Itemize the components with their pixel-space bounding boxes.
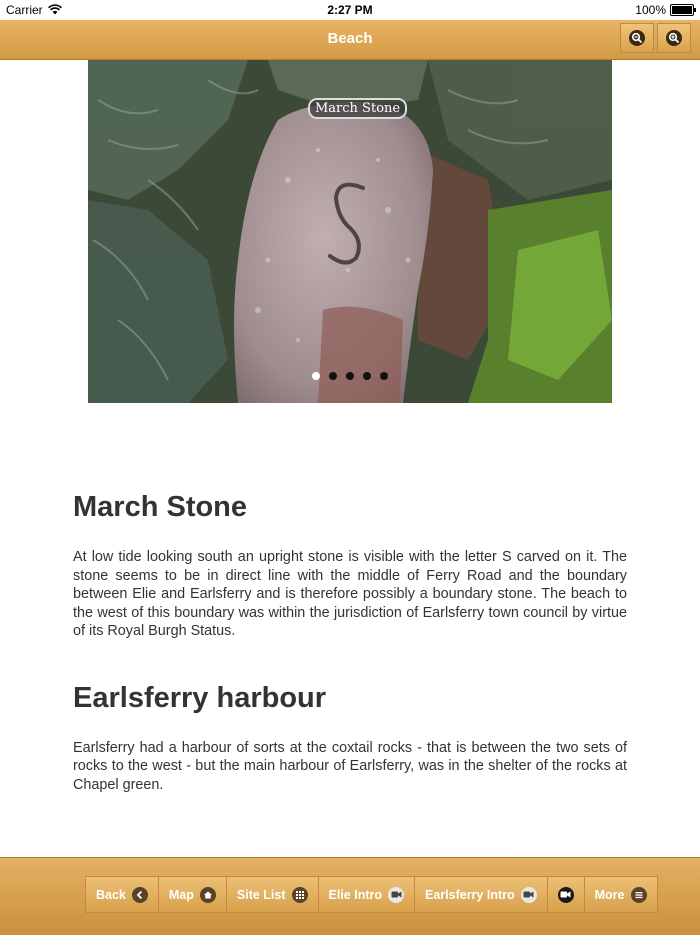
battery-percent: 100% xyxy=(635,3,666,17)
elie-intro-button[interactable] xyxy=(319,876,415,913)
chevron-left-icon xyxy=(132,887,148,903)
menu-icon xyxy=(631,887,647,903)
page-dot[interactable] xyxy=(329,372,337,380)
back-button[interactable] xyxy=(85,876,159,913)
battery-fill xyxy=(672,6,692,14)
page-dot[interactable] xyxy=(380,372,388,380)
section-body-earlsferry-harbour: Earlsferry had a harbour of sorts at the coxtail rocks - that is between the two sets of rocks to the west - but the main harbour of Earlsferry, was in the shelter of the rocks at Chapel green. xyxy=(73,739,627,793)
page-title: Beach xyxy=(327,30,373,47)
elie-intro-label: Elie Intro xyxy=(328,887,382,902)
page-indicator[interactable] xyxy=(312,372,388,380)
photo-gallery[interactable] xyxy=(88,60,612,403)
video-button[interactable] xyxy=(548,876,585,913)
clock: 2:27 PM xyxy=(327,3,373,17)
section-heading-march-stone: March Stone xyxy=(73,491,248,523)
zoom-in-icon xyxy=(666,30,682,46)
video-camera-icon xyxy=(521,887,537,903)
map-button[interactable] xyxy=(159,876,227,913)
zoom-out-button[interactable] xyxy=(620,23,654,53)
page-dot[interactable] xyxy=(312,372,320,380)
grid-icon xyxy=(292,887,308,903)
zoom-out-icon xyxy=(629,30,645,46)
home-icon xyxy=(200,887,216,903)
bottom-toolbar xyxy=(0,857,700,935)
earlsferry-intro-button[interactable] xyxy=(415,876,548,913)
status-bar xyxy=(0,0,700,20)
video-camera-icon xyxy=(388,887,404,903)
site-list-label: Site List xyxy=(236,887,286,902)
carrier-label: Carrier xyxy=(6,3,43,17)
zoom-in-button[interactable] xyxy=(657,23,691,53)
map-label: Map xyxy=(168,887,194,902)
video-camera-icon xyxy=(558,887,574,903)
back-label: Back xyxy=(96,887,126,902)
page-dot[interactable] xyxy=(346,372,354,380)
more-label: More xyxy=(594,887,625,902)
site-list-button[interactable] xyxy=(227,876,319,913)
more-button[interactable] xyxy=(585,876,658,913)
content-area[interactable] xyxy=(73,470,627,793)
page-dot[interactable] xyxy=(363,372,371,380)
photo-caption: March Stone xyxy=(308,98,407,119)
earlsferry-intro-label: Earlsferry Intro xyxy=(425,887,515,902)
battery-icon xyxy=(670,4,694,16)
navigation-bar xyxy=(0,20,700,60)
section-body-march-stone: At low tide looking south an upright stone is visible with the letter S carved on it. The stone seems to be in direct line with the middle of Ferry Road and the boundary between Elie and Earlsferry and is therefore possibly a boundary stone. The beach to the west of this boundary was within the jurisdiction of Earlsferry town council by virtue of its Royal Burgh Status. xyxy=(73,549,627,639)
toolbar-buttons xyxy=(85,876,658,913)
battery-group xyxy=(635,3,694,17)
section-heading-earlsferry-harbour: Earlsferry harbour xyxy=(73,681,327,714)
